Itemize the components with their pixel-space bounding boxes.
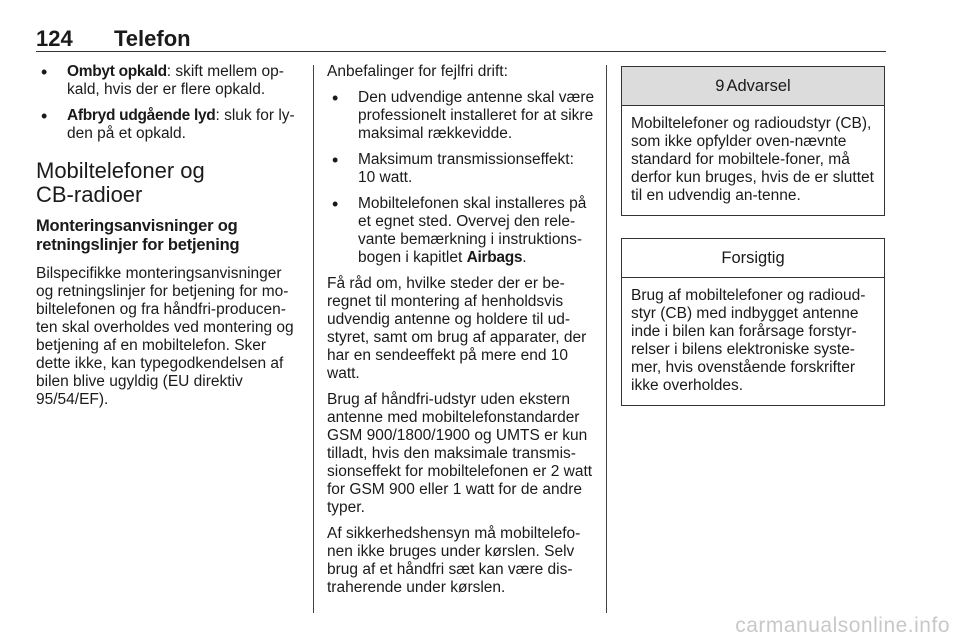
header-rule bbox=[36, 51, 886, 52]
page-title: Telefon bbox=[114, 26, 191, 51]
list-item: • Maksimum transmissionseffekt: 10 watt. bbox=[327, 151, 595, 187]
page-number: 124 bbox=[36, 26, 73, 51]
paragraph: Brug af håndfri-udstyr uden ekstern antenne med mobiltelefonstandarder GSM 900/1800/1900 og UMTS er kun tilladt, hvis den maksimale transmis-sionseffekt for mobiltelefonen er 2 watt for GSM 900 eller 1 watt for de andre typer. bbox=[327, 391, 593, 516]
subsection-title bbox=[36, 217, 301, 255]
paragraph: Anbefalinger for fejlfri drift: bbox=[327, 63, 508, 80]
list-item-text: : skift mellem op-kald, hvis der er flere opkald. bbox=[67, 63, 284, 98]
list-item bbox=[36, 107, 301, 143]
caution-header bbox=[622, 239, 884, 278]
warning-box bbox=[621, 66, 885, 216]
page-header bbox=[36, 26, 886, 52]
caution-text: Brug af mobiltelefoner og radioud-styr (CB) med indbygget antenne inde i bilen kan forårsage forstyr-relser i bilens elektroniske syste-mer, hvis ovenstående forskrifter ikke overholdes. bbox=[631, 287, 866, 394]
warning-triangle-icon: 9 bbox=[715, 77, 725, 95]
section-title-line: Mobiltelefoner og bbox=[36, 158, 205, 183]
subsection-title-line: Monteringsanvisninger og bbox=[36, 217, 238, 235]
column-left bbox=[36, 63, 301, 417]
paragraph: Bilspecifikke monteringsanvisninger og retningslinjer for betjening for mo-biltelefonen og fra håndfri-producen-ten skal overholdes ved montering og betjening af en mobiltelefon. Sker dette ikke, kan typegodkendelsen af bilen blive ugyldig (EU direktiv 95/54/EF). bbox=[36, 265, 294, 408]
paragraph: Få råd om, hvilke steder der er be-regnet til montering af henholdsvis udvendig antenne og holdere til ud-styret, samt om brug af apparater, der har en sendeeffekt på mere end 10 watt. bbox=[327, 275, 587, 382]
column-divider bbox=[606, 65, 607, 613]
column-divider bbox=[313, 65, 314, 613]
list-item-end: . bbox=[522, 249, 527, 266]
warning-text: Mobiltelefoner og radioudstyr (CB), som ikke opfylder oven-nævnte standard for mobiltele-foner, må derfor kun bruges, hvis de er sluttet til en udvendig an-tenne. bbox=[631, 115, 874, 204]
list-item bbox=[327, 195, 595, 267]
subsection-title-line: retningslinjer for betjening bbox=[36, 236, 240, 254]
list-item-term: Ombyt opkald bbox=[67, 63, 167, 80]
column-middle bbox=[327, 63, 595, 605]
recommendations-list bbox=[327, 89, 595, 267]
list-item-term: Afbryd udgående lyd bbox=[67, 107, 216, 124]
list-item-text: Mobiltelefonen skal installeres på et egnet sted. Overvej den rele-vante bemærkning i instruktions-bogen i kapitlet bbox=[358, 195, 587, 266]
warning-title: Advarsel bbox=[726, 77, 791, 95]
warning-header bbox=[622, 67, 884, 106]
paragraph: Af sikkerhedshensyn må mobiltelefo-nen ikke bruges under kørslen. Selv brug af et håndfri sæt kan være dis-traherende under kørslen. bbox=[327, 525, 581, 596]
caution-box bbox=[621, 238, 885, 406]
watermark: carmanualsonline.info bbox=[735, 614, 950, 637]
section-title bbox=[36, 159, 301, 207]
call-options-list bbox=[36, 63, 301, 143]
list-item: • Den udvendige antenne skal være professionelt installeret for at sikre maksimal rækkevidde. bbox=[327, 89, 595, 143]
list-item-text: : sluk for ly-den på et opkald. bbox=[67, 107, 295, 142]
list-item bbox=[36, 63, 301, 99]
caution-title: Forsigtig bbox=[721, 249, 785, 267]
airbags-link[interactable]: Airbags bbox=[466, 249, 523, 266]
section-title-line: CB-radioer bbox=[36, 182, 143, 207]
